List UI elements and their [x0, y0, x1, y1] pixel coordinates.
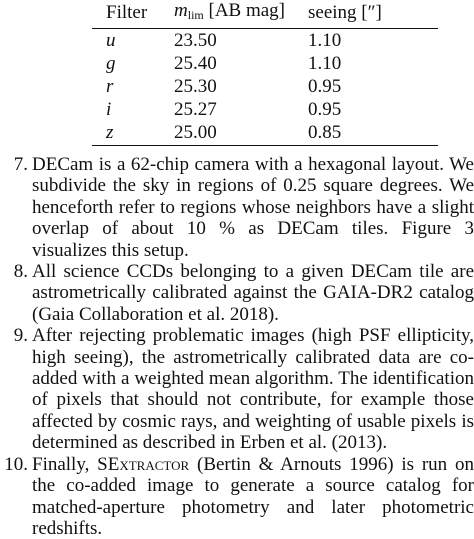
- header-seeing: seeing [″]: [308, 0, 438, 29]
- cell-filter: z: [106, 121, 114, 143]
- mlim-subscript: lim: [187, 8, 204, 22]
- list-item: [0, 454, 474, 539]
- table-row: [92, 75, 438, 98]
- cell-filter: r: [106, 75, 114, 97]
- cell-filter: i: [106, 98, 112, 120]
- table-bottom-rule: [92, 145, 438, 146]
- cell-filter: u: [106, 29, 116, 51]
- list-item: [0, 154, 474, 261]
- cell-seeing: 1.10: [308, 29, 342, 51]
- mlim-symbol: m: [174, 0, 188, 21]
- mlim-unit: [AB mag]: [208, 0, 286, 21]
- cell-mlim: 25.40: [174, 52, 217, 74]
- header-mlim: [174, 0, 308, 29]
- table-row: [92, 52, 438, 75]
- step-text: All science CCDs belonging to a given DECam tile are astrometrically calibrated against the GAIA-DR2 catalog (Gaia Collaboration et al. 2018).: [32, 261, 474, 325]
- cell-seeing: 0.95: [308, 98, 342, 120]
- step-number: 8.: [13, 261, 28, 283]
- software-name-smallcaps: Extractor: [107, 453, 190, 475]
- table-row: [92, 98, 438, 121]
- cell-seeing: 1.10: [308, 52, 342, 74]
- table-row: [92, 121, 438, 144]
- step-text: DECam is a 62-chip camera with a hexagonal layout. We subdivide the sky in regions of 0.25 square degrees. We henceforth refer to regions whose neighbors have a slight overlap of about 10 % as DECam tiles. Figure 3 visualizes this setup.: [32, 154, 474, 261]
- cell-mlim: 23.50: [174, 29, 217, 51]
- step-number: 7.: [13, 154, 28, 175]
- step-text: After rejecting problematic images (high PSF ellipticity, high seeing), the astrometrically calibrated data are co-added with a weighted mean algorithm. The identification of pixels that should not contribute, for example those affected by cosmic rays, and weighting of usable pixels is determined as described in Erben et al. (2013).: [32, 325, 474, 454]
- table-header-row: [92, 0, 438, 29]
- list-item: [0, 261, 474, 325]
- step-number: 10.: [4, 453, 28, 475]
- step-number: 9.: [13, 325, 28, 347]
- cell-seeing: 0.85: [308, 121, 342, 143]
- table-row: [92, 29, 438, 53]
- step-text: (Bertin & Arnouts 1996) is run on the co-added image to generate a source catalog for matched-aperture photometry and later photometric redshifts.: [32, 453, 474, 539]
- cell-filter: g: [106, 52, 116, 74]
- step-text-prefix: Finally, S: [32, 453, 108, 475]
- cell-mlim: 25.30: [174, 75, 217, 97]
- cell-mlim: 25.27: [174, 98, 217, 120]
- list-item: [0, 325, 474, 453]
- cell-mlim: 25.00: [174, 121, 217, 143]
- processing-steps-list: [0, 154, 474, 539]
- filter-depth-table: [92, 0, 438, 146]
- cell-seeing: 0.95: [308, 75, 342, 97]
- header-filter: Filter: [92, 0, 174, 29]
